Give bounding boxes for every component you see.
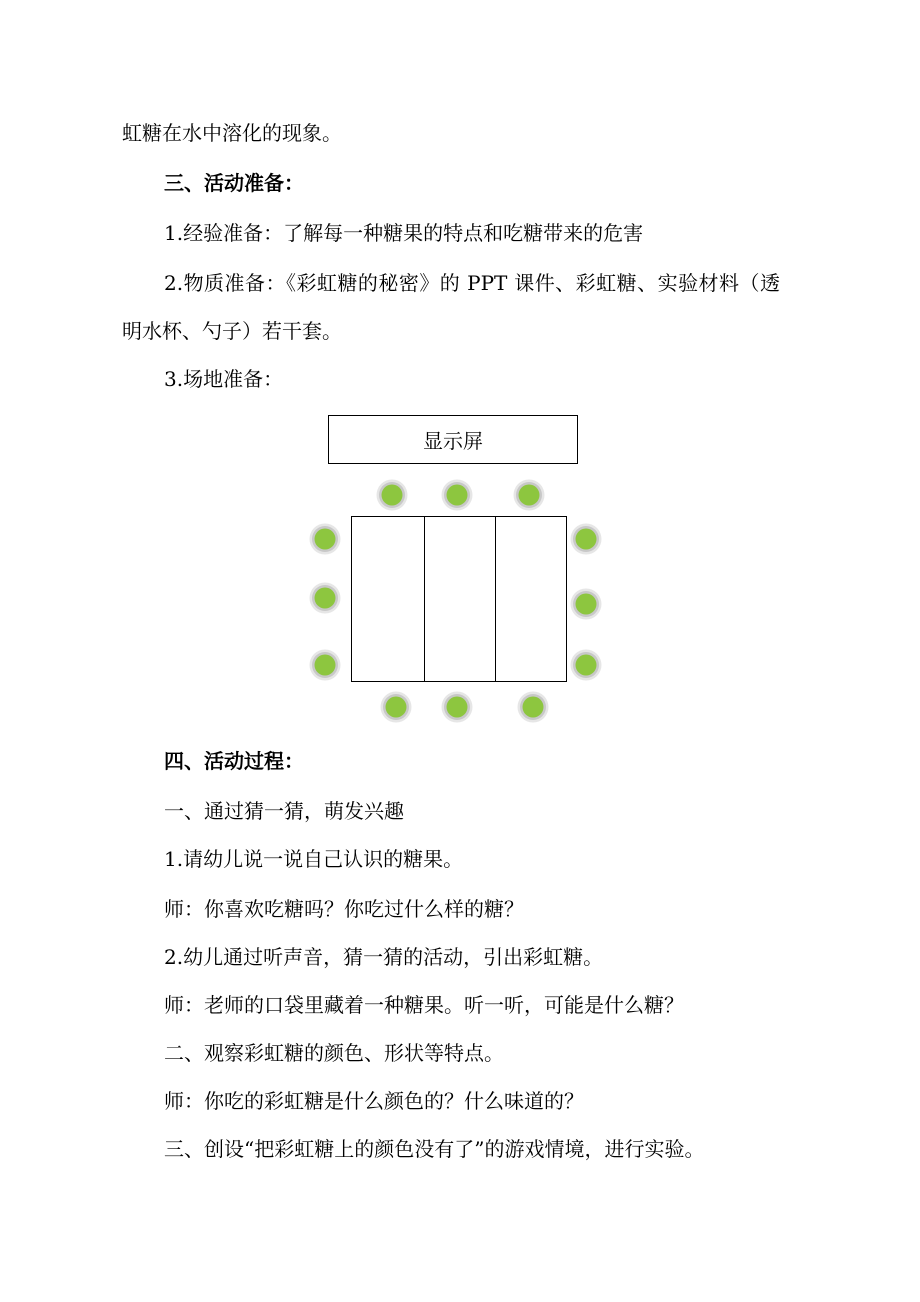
seat-icon [375,478,409,512]
process-step-1: 一、通过猜一猜，萌发兴趣 [164,799,404,823]
process-step-1-item-2: 2.幼儿通过听声音，猜一猜的活动，引出彩虹糖。 [164,945,604,969]
process-step-1-item-1: 1.请幼儿说一说自己认识的糖果。 [164,847,464,871]
process-step-2: 二、观察彩虹糖的颜色、形状等特点。 [164,1041,504,1065]
display-screen-label: 显示屏 [423,429,483,453]
seat-icon [379,690,413,724]
venue-layout-diagram [300,408,620,738]
seat-icon [308,522,342,556]
seat-icon [512,478,546,512]
prep-item-venue: 3.场地准备： [164,367,284,391]
teacher-question-3: 师：你吃的彩虹糖是什么颜色的？什么味道的？ [164,1089,584,1113]
section-heading-preparation: 三、活动准备： [164,171,304,195]
table-divider [495,517,496,681]
prep-item-experience: 1.经验准备：了解每一种糖果的特点和吃糖带来的危害 [164,221,644,245]
seat-icon [308,648,342,682]
seat-icon [516,690,550,724]
prep-item-materials-line1: 2.物质准备：《彩虹糖的秘密》的 PPT 课件、彩虹糖、实验材料（透 [164,271,780,295]
paragraph-continuation: 虹糖在水中溶化的现象。 [122,121,342,145]
seat-icon [440,478,474,512]
seat-icon [569,522,603,556]
seat-icon [308,581,342,615]
table-divider [424,517,425,681]
teacher-question-1: 师：你喜欢吃糖吗？你吃过什么样的糖？ [164,897,524,921]
seat-icon [569,587,603,621]
seat-icon [440,690,474,724]
teacher-question-2: 师：老师的口袋里藏着一种糖果。听一听，可能是什么糖？ [164,993,684,1017]
seat-icon [569,648,603,682]
table-group [351,516,567,682]
display-screen-box [328,415,578,464]
process-step-3: 三、创设“把彩虹糖上的颜色没有了”的游戏情境，进行实验。 [164,1137,705,1161]
prep-item-materials-line2: 明水杯、勺子）若干套。 [122,319,342,343]
section-heading-process: 四、活动过程： [164,749,304,773]
